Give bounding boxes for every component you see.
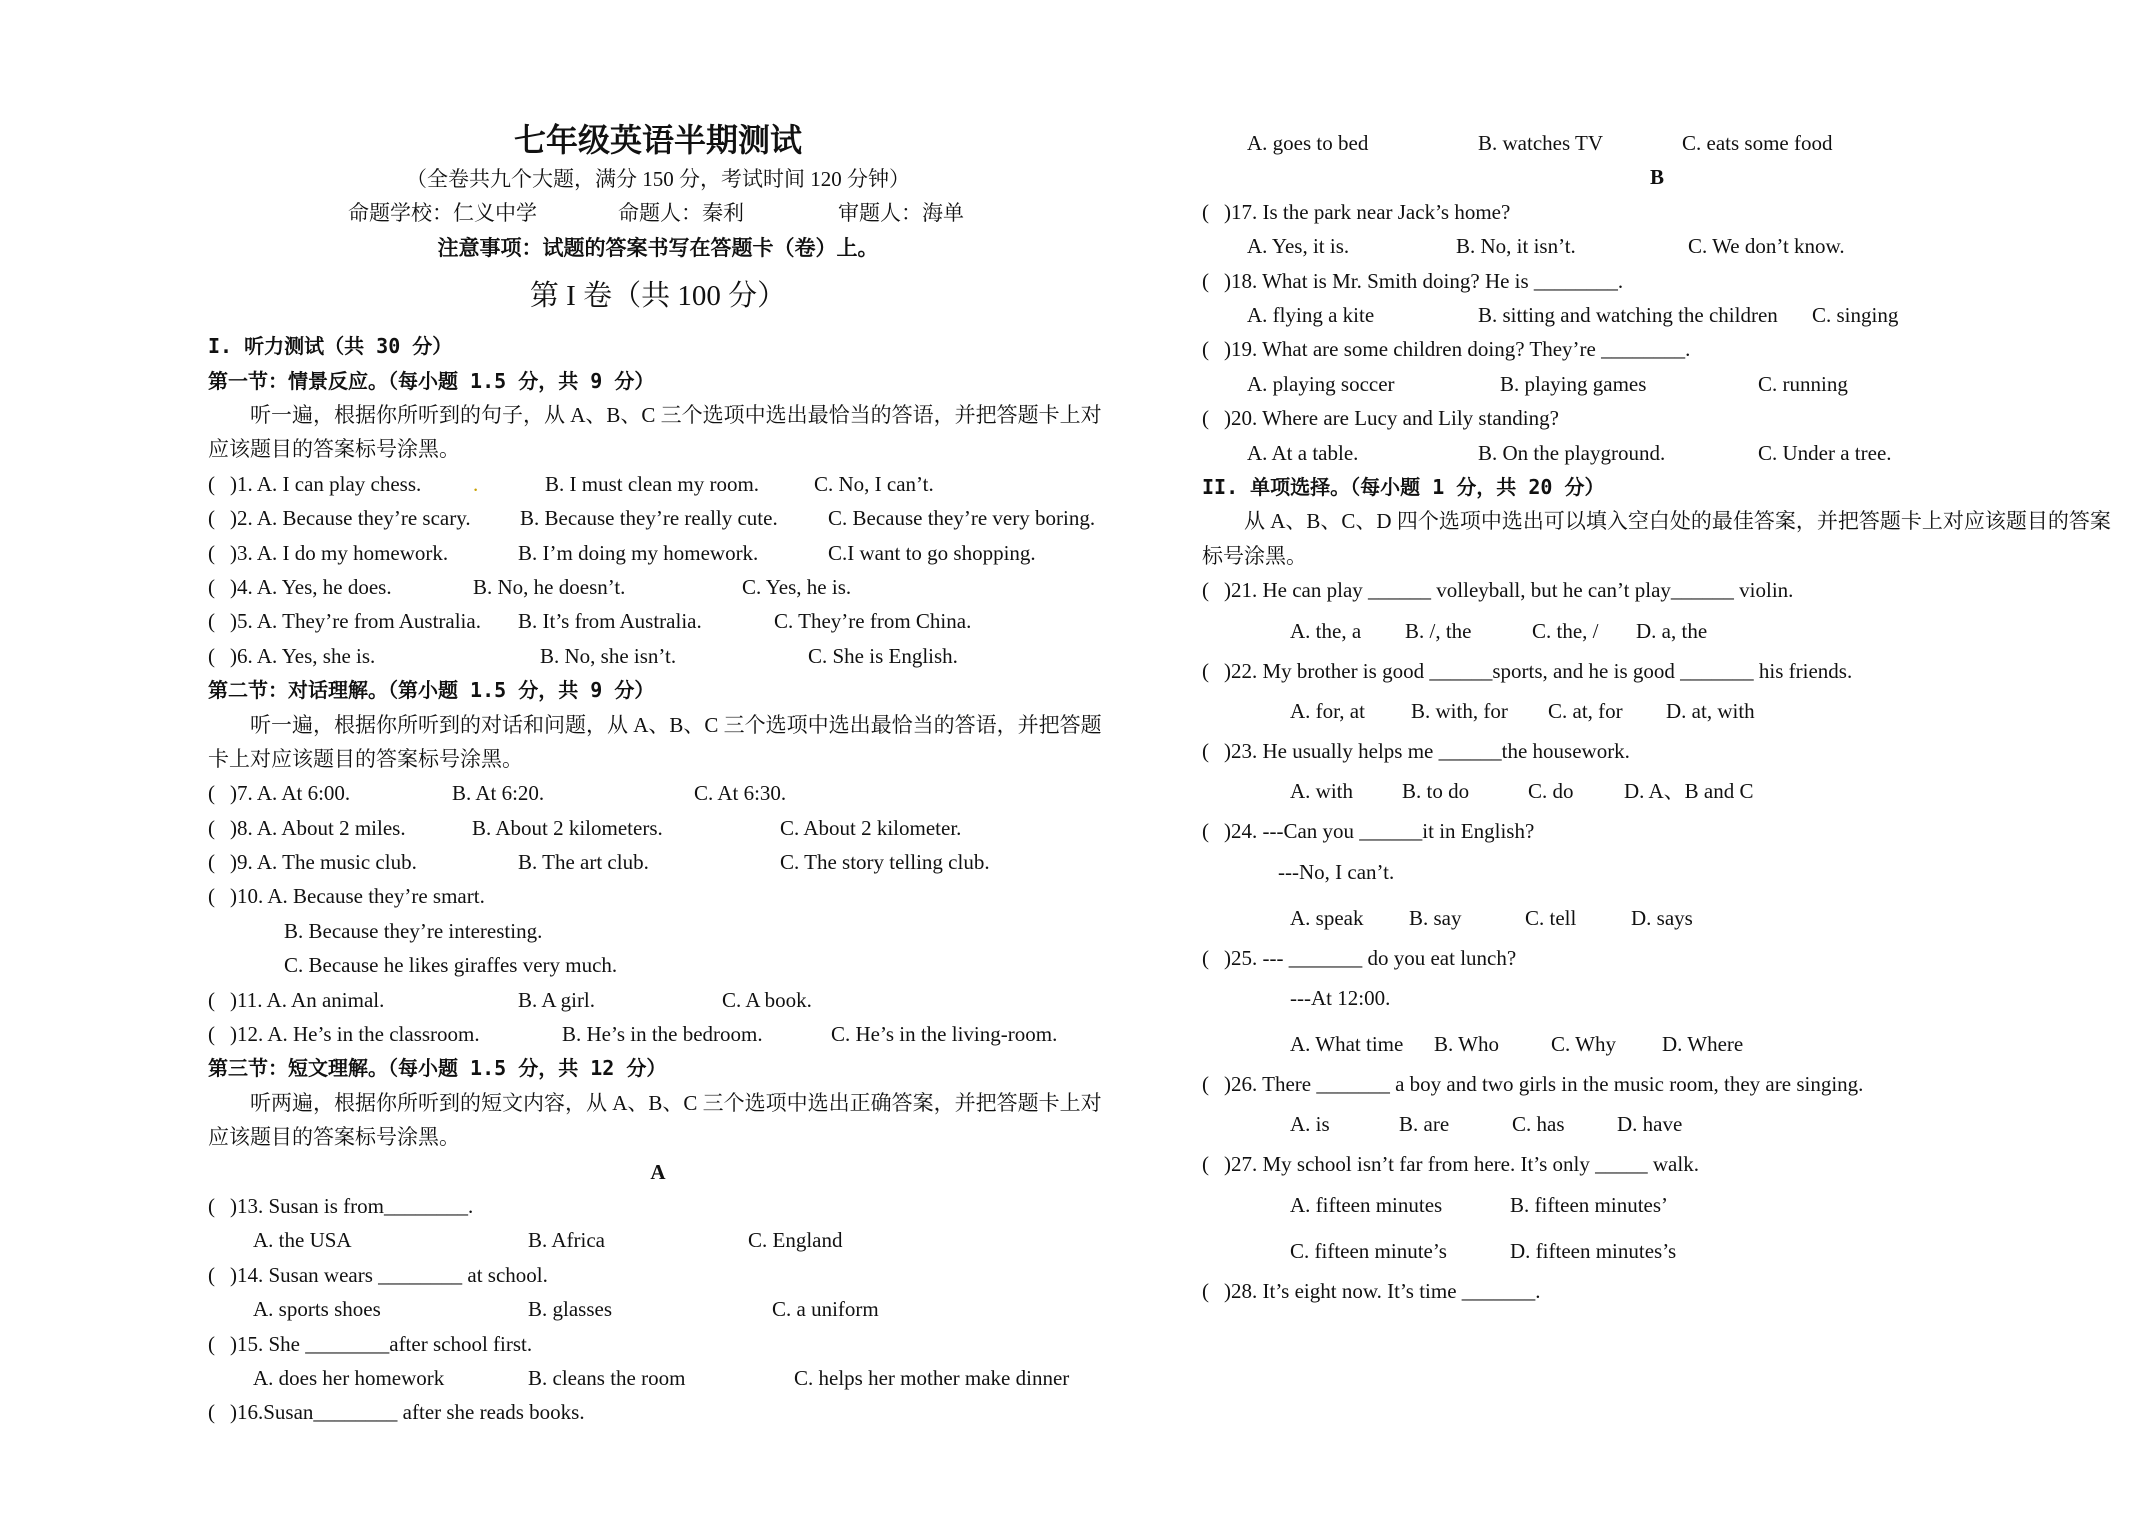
- question-text: )11. A. An animal.: [230, 987, 385, 1012]
- question-text: )3. A. I do my homework.: [230, 540, 449, 565]
- part2-heading: II. 单项选择。（每小题 1 分，共 20 分）: [1202, 474, 1605, 499]
- question-26: [1202, 1067, 2112, 1101]
- question-text: )1. A. I can play chess.: [230, 471, 422, 496]
- question-text: A. playing soccer: [1247, 371, 1395, 396]
- question-27-options-row2: [1202, 1228, 2112, 1274]
- question-text: A. fifteen minutes: [1290, 1192, 1443, 1217]
- question-text: B. watches TV: [1478, 131, 1604, 155]
- question-text: A. At a table.: [1247, 440, 1359, 465]
- question-4: [208, 570, 1108, 604]
- question-text: (: [208, 1331, 215, 1356]
- question-text: (: [1202, 268, 1209, 293]
- question-text: )22. My brother is good ______sports, and he is good _______ his friends.: [1224, 658, 1853, 683]
- question-text: (: [208, 643, 215, 668]
- question-text: )23. He usually helps me ______the housework.: [1224, 738, 1630, 763]
- question-text: C. At 6:30.: [694, 781, 787, 806]
- question-26-options: [1202, 1101, 2112, 1147]
- question-text: )20. Where are Lucy and Lily standing?: [1224, 406, 1559, 431]
- question-text: (: [208, 506, 215, 531]
- question-text: (: [1202, 406, 1209, 431]
- right-column: [1202, 126, 2112, 1308]
- question-25-options: [1202, 1021, 2112, 1067]
- question-text: )10. A. Because they’re smart.: [230, 884, 485, 909]
- question-20-options: [1202, 436, 2112, 470]
- question-text: C. England: [748, 1228, 843, 1253]
- question-text: A. for, at: [1290, 698, 1365, 723]
- question-text: B. It’s from Australia.: [518, 609, 702, 634]
- question-text: (: [1202, 658, 1209, 683]
- question-5: [208, 604, 1108, 638]
- sec3-heading: 第三节：短文理解。（每小题 1.5 分，共 12 分）: [208, 1056, 667, 1081]
- sec3-instructions: 听两遍，根据你所听到的短文内容，从 A、B、C 三个选项中选出正确答案，并把答题卡上对应该题目的答案标号涂黑。: [208, 1090, 1102, 1150]
- question-text: C. She is English.: [808, 643, 958, 668]
- question-24-options: [1202, 895, 2112, 941]
- question-text: .: [473, 471, 479, 496]
- question-text: B. Because they’re really cute.: [520, 506, 778, 531]
- question-text: B. No, it isn’t.: [1456, 234, 1576, 259]
- question-text: )24. ---Can you ______it in English?: [1224, 819, 1535, 844]
- question-7: [208, 776, 1108, 810]
- author-label: 命题人：秦利: [618, 201, 744, 226]
- question-text: B. Who: [1434, 1032, 1499, 1057]
- question-text: (: [1202, 337, 1209, 362]
- question-21: [1202, 573, 2112, 607]
- exam-title: 七年级英语半期测试: [513, 122, 802, 158]
- question-text: (: [208, 815, 215, 840]
- sec1-instructions: 听一遍，根据你所听到的句子，从 A、B、C 三个选项中选出最恰当的答语，并把答题卡上对应该题目的答案标号涂黑。: [208, 402, 1102, 462]
- question-text: D. have: [1617, 1112, 1683, 1137]
- question-text: A. with: [1290, 779, 1353, 804]
- question-12: [208, 1017, 1108, 1051]
- question-text: C. helps her mother make dinner: [794, 1365, 1070, 1390]
- question-text: B. Africa: [528, 1228, 605, 1253]
- question-text: (: [208, 574, 215, 599]
- question-text: C. About 2 kilometer.: [780, 815, 962, 840]
- question-text: C. Because he likes giraffes very much.: [284, 953, 618, 978]
- question-text: )7. A. At 6:00.: [230, 781, 351, 806]
- question-text: B. At 6:20.: [452, 781, 545, 806]
- question-19: [1202, 332, 2112, 366]
- question-text: (: [1202, 578, 1209, 603]
- question-text: B. Because they’re interesting.: [284, 918, 543, 943]
- question-text: )4. A. Yes, he does.: [230, 574, 392, 599]
- question-text: B. A girl.: [518, 987, 596, 1012]
- exam-info-line: [208, 196, 1108, 230]
- question-text: C. Because they’re very boring.: [828, 506, 1096, 531]
- question-text: (: [208, 1262, 215, 1287]
- question-text: (: [1202, 1152, 1209, 1177]
- question-text: C. He’s in the living-room.: [831, 1022, 1058, 1047]
- passage-b-label: B: [1649, 165, 1664, 190]
- question-text: C. No, I can’t.: [814, 471, 934, 496]
- question-text: C. Why: [1551, 1032, 1616, 1057]
- question-text: C. a uniform: [772, 1297, 879, 1322]
- question-text: B. On the playground.: [1478, 440, 1666, 465]
- question-16-options: [1202, 126, 2112, 160]
- question-2: [208, 501, 1108, 535]
- question-text: A. does her homework: [253, 1365, 445, 1390]
- sec2-heading: 第二节：对话理解。（第小题 1.5 分，共 9 分）: [208, 678, 655, 703]
- question-13-options: [208, 1223, 1108, 1257]
- question-22-options: [1202, 688, 2112, 734]
- question-14-options: [208, 1292, 1108, 1326]
- question-text: (: [1202, 945, 1209, 970]
- question-text: (: [1202, 1072, 1209, 1097]
- question-text: D. says: [1631, 905, 1693, 930]
- question-text: A. What time: [1290, 1032, 1404, 1057]
- question-text: A. sports shoes: [253, 1297, 381, 1322]
- question-text: C. running: [1758, 371, 1848, 396]
- question-text: B. glasses: [528, 1297, 612, 1322]
- question-20: [1202, 401, 2112, 435]
- question-text: C. They’re from China.: [774, 609, 972, 634]
- question-text: B. I must clean my room.: [545, 471, 760, 496]
- question-text: B. No, she isn’t.: [540, 643, 677, 668]
- question-text: B. say: [1409, 905, 1462, 930]
- question-18: [1202, 264, 2112, 298]
- question-text: )25. --- _______ do you eat lunch?: [1224, 945, 1517, 970]
- question-19-options: [1202, 367, 2112, 401]
- question-text: )27. My school isn’t far from here. It’s only _____ walk.: [1224, 1152, 1699, 1177]
- question-text: A. the, a: [1290, 618, 1362, 643]
- reviewer-label: 审题人：海单: [838, 201, 964, 226]
- question-text: B. cleans the room: [528, 1365, 686, 1390]
- question-text: A. the USA: [253, 1228, 352, 1253]
- question-text: C. at, for: [1548, 698, 1623, 723]
- question-text: (: [208, 781, 215, 806]
- question-text: (: [208, 1400, 215, 1425]
- question-text: )26. There _______ a boy and two girls in the music room, they are singing.: [1224, 1072, 1864, 1097]
- question-text: )8. A. About 2 miles.: [230, 815, 406, 840]
- question-text: B. The art club.: [518, 850, 649, 875]
- question-text: C. Yes, he is.: [742, 574, 852, 599]
- question-text: (: [208, 540, 215, 565]
- question-6: [208, 639, 1108, 673]
- question-text: )9. A. The music club.: [230, 850, 417, 875]
- question-text: B. sitting and watching the children: [1478, 302, 1778, 327]
- question-8: [208, 811, 1108, 845]
- question-15-options: [208, 1361, 1108, 1395]
- question-text: C.I want to go shopping.: [828, 540, 1036, 565]
- question-3: [208, 536, 1108, 570]
- question-text: C. the, /: [1532, 618, 1599, 643]
- question-text: (: [208, 987, 215, 1012]
- question-text: )21. He can play ______ volleyball, but he can’t play______ violin.: [1224, 578, 1794, 603]
- question-15: [208, 1327, 1108, 1361]
- question-14: [208, 1258, 1108, 1292]
- school-label: 命题学校：仁义中学: [348, 201, 537, 226]
- question-text: (: [208, 471, 215, 496]
- question-text: (: [208, 1022, 215, 1047]
- question-text: B. I’m doing my homework.: [518, 540, 759, 565]
- question-text: C. has: [1512, 1112, 1565, 1137]
- question-text: C. The story telling club.: [780, 850, 990, 875]
- question-text: A. goes to bed: [1247, 131, 1369, 155]
- sec2-instructions: 听一遍，根据你所听到的对话和问题，从 A、B、C 三个选项中选出最恰当的答语，并把答题卡上对应该题目的答案标号涂黑。: [208, 712, 1102, 771]
- question-text: (: [208, 884, 215, 909]
- question-28: [1202, 1274, 2112, 1308]
- question-text: )28. It’s eight now. It’s time _______.: [1224, 1278, 1541, 1303]
- question-text: B. /, the: [1405, 618, 1472, 643]
- question-text: )18. What is Mr. Smith doing? He is ________.: [1224, 268, 1624, 293]
- volume-heading: 第 I 卷（共 100 分）: [529, 280, 787, 313]
- part1-heading: I. 听力测试（共 30 分）: [208, 334, 453, 359]
- question-25: [1202, 941, 2112, 975]
- question-24: [1202, 814, 2112, 848]
- question-text: C. do: [1528, 779, 1574, 804]
- question-text: )13. Susan is from________.: [230, 1194, 474, 1219]
- question-text: (: [208, 609, 215, 634]
- question-text: (: [1202, 738, 1209, 763]
- question-text: (: [208, 850, 215, 875]
- question-text: C. singing: [1812, 302, 1899, 327]
- question-text: )17. Is the park near Jack’s home?: [1224, 199, 1511, 224]
- question-text: ---No, I can’t.: [1278, 859, 1395, 884]
- question-23-options: [1202, 768, 2112, 814]
- question-text: )15. She ________after school first.: [230, 1331, 533, 1356]
- question-1: [208, 467, 1108, 501]
- question-text: A. Yes, it is.: [1247, 234, 1350, 259]
- question-9: [208, 845, 1108, 879]
- question-text: )5. A. They’re from Australia.: [230, 609, 481, 634]
- sec1-heading: 第一节：情景反应。（每小题 1.5 分，共 9 分）: [208, 368, 655, 393]
- question-text: B. with, for: [1411, 698, 1508, 723]
- question-27-options-row1: [1202, 1182, 2112, 1228]
- question-text: B. About 2 kilometers.: [472, 815, 663, 840]
- question-10-option-b: [208, 914, 1108, 948]
- question-text: C. We don’t know.: [1688, 234, 1845, 259]
- question-17: [1202, 195, 2112, 229]
- question-text: )14. Susan wears ________ at school.: [230, 1262, 548, 1287]
- exam-notice: 注意事项：试题的答案书写在答题卡（卷）上。: [437, 235, 879, 260]
- question-text: )19. What are some children doing? They’re ________.: [1224, 337, 1691, 362]
- exam-subtitle: （全卷共九个大题，满分 150 分，考试时间 120 分钟）: [406, 167, 910, 191]
- question-text: D. fifteen minutes’s: [1510, 1238, 1677, 1263]
- question-text: )2. A. Because they’re scary.: [230, 506, 471, 531]
- question-text: B. He’s in the bedroom.: [562, 1022, 763, 1047]
- passage-a-label: A: [650, 1159, 666, 1184]
- question-text: C. eats some food: [1682, 131, 1833, 155]
- question-text: B. playing games: [1500, 371, 1647, 396]
- question-text: (: [1202, 1278, 1209, 1303]
- question-text: C. fifteen minute’s: [1290, 1238, 1447, 1263]
- question-18-options: [1202, 298, 2112, 332]
- question-11: [208, 983, 1108, 1017]
- question-text: (: [1202, 199, 1209, 224]
- question-21-options: [1202, 608, 2112, 654]
- question-text: )12. A. He’s in the classroom.: [230, 1022, 480, 1047]
- question-text: C. tell: [1525, 905, 1577, 930]
- question-text: B. No, he doesn’t.: [473, 574, 626, 599]
- question-13: [208, 1189, 1108, 1223]
- question-25-reply: [1202, 975, 2112, 1021]
- question-text: ---At 12:00.: [1290, 986, 1391, 1011]
- part2-instructions: 从 A、B、C、D 四个选项中选出可以填入空白处的最佳答案，并把答题卡上对应该题目的答案标号涂黑。: [1202, 509, 2111, 568]
- question-17-options: [1202, 229, 2112, 263]
- question-10: [208, 879, 1108, 913]
- question-24-reply: [1202, 849, 2112, 895]
- question-text: D. A、B and C: [1624, 779, 1754, 804]
- question-text: C. A book.: [722, 987, 812, 1012]
- left-column: [208, 118, 1108, 1430]
- question-text: D. a, the: [1636, 618, 1708, 643]
- question-text: A. speak: [1290, 905, 1364, 930]
- question-text: A. is: [1290, 1112, 1330, 1137]
- question-text: B. are: [1399, 1112, 1450, 1137]
- question-16: [208, 1395, 1108, 1429]
- question-text: B. fifteen minutes’: [1510, 1192, 1669, 1217]
- question-text: C. Under a tree.: [1758, 440, 1892, 465]
- question-27: [1202, 1147, 2112, 1181]
- question-text: B. to do: [1402, 779, 1470, 804]
- question-text: D. at, with: [1666, 698, 1755, 723]
- question-text: (: [1202, 819, 1209, 844]
- question-text: D. Where: [1662, 1032, 1744, 1057]
- question-text: )6. A. Yes, she is.: [230, 643, 376, 668]
- question-text: (: [208, 1194, 215, 1219]
- question-text: A. flying a kite: [1247, 302, 1375, 327]
- question-text: )16.Susan________ after she reads books.: [230, 1400, 585, 1425]
- question-23: [1202, 734, 2112, 768]
- question-22: [1202, 654, 2112, 688]
- question-10-option-c: [208, 948, 1108, 982]
